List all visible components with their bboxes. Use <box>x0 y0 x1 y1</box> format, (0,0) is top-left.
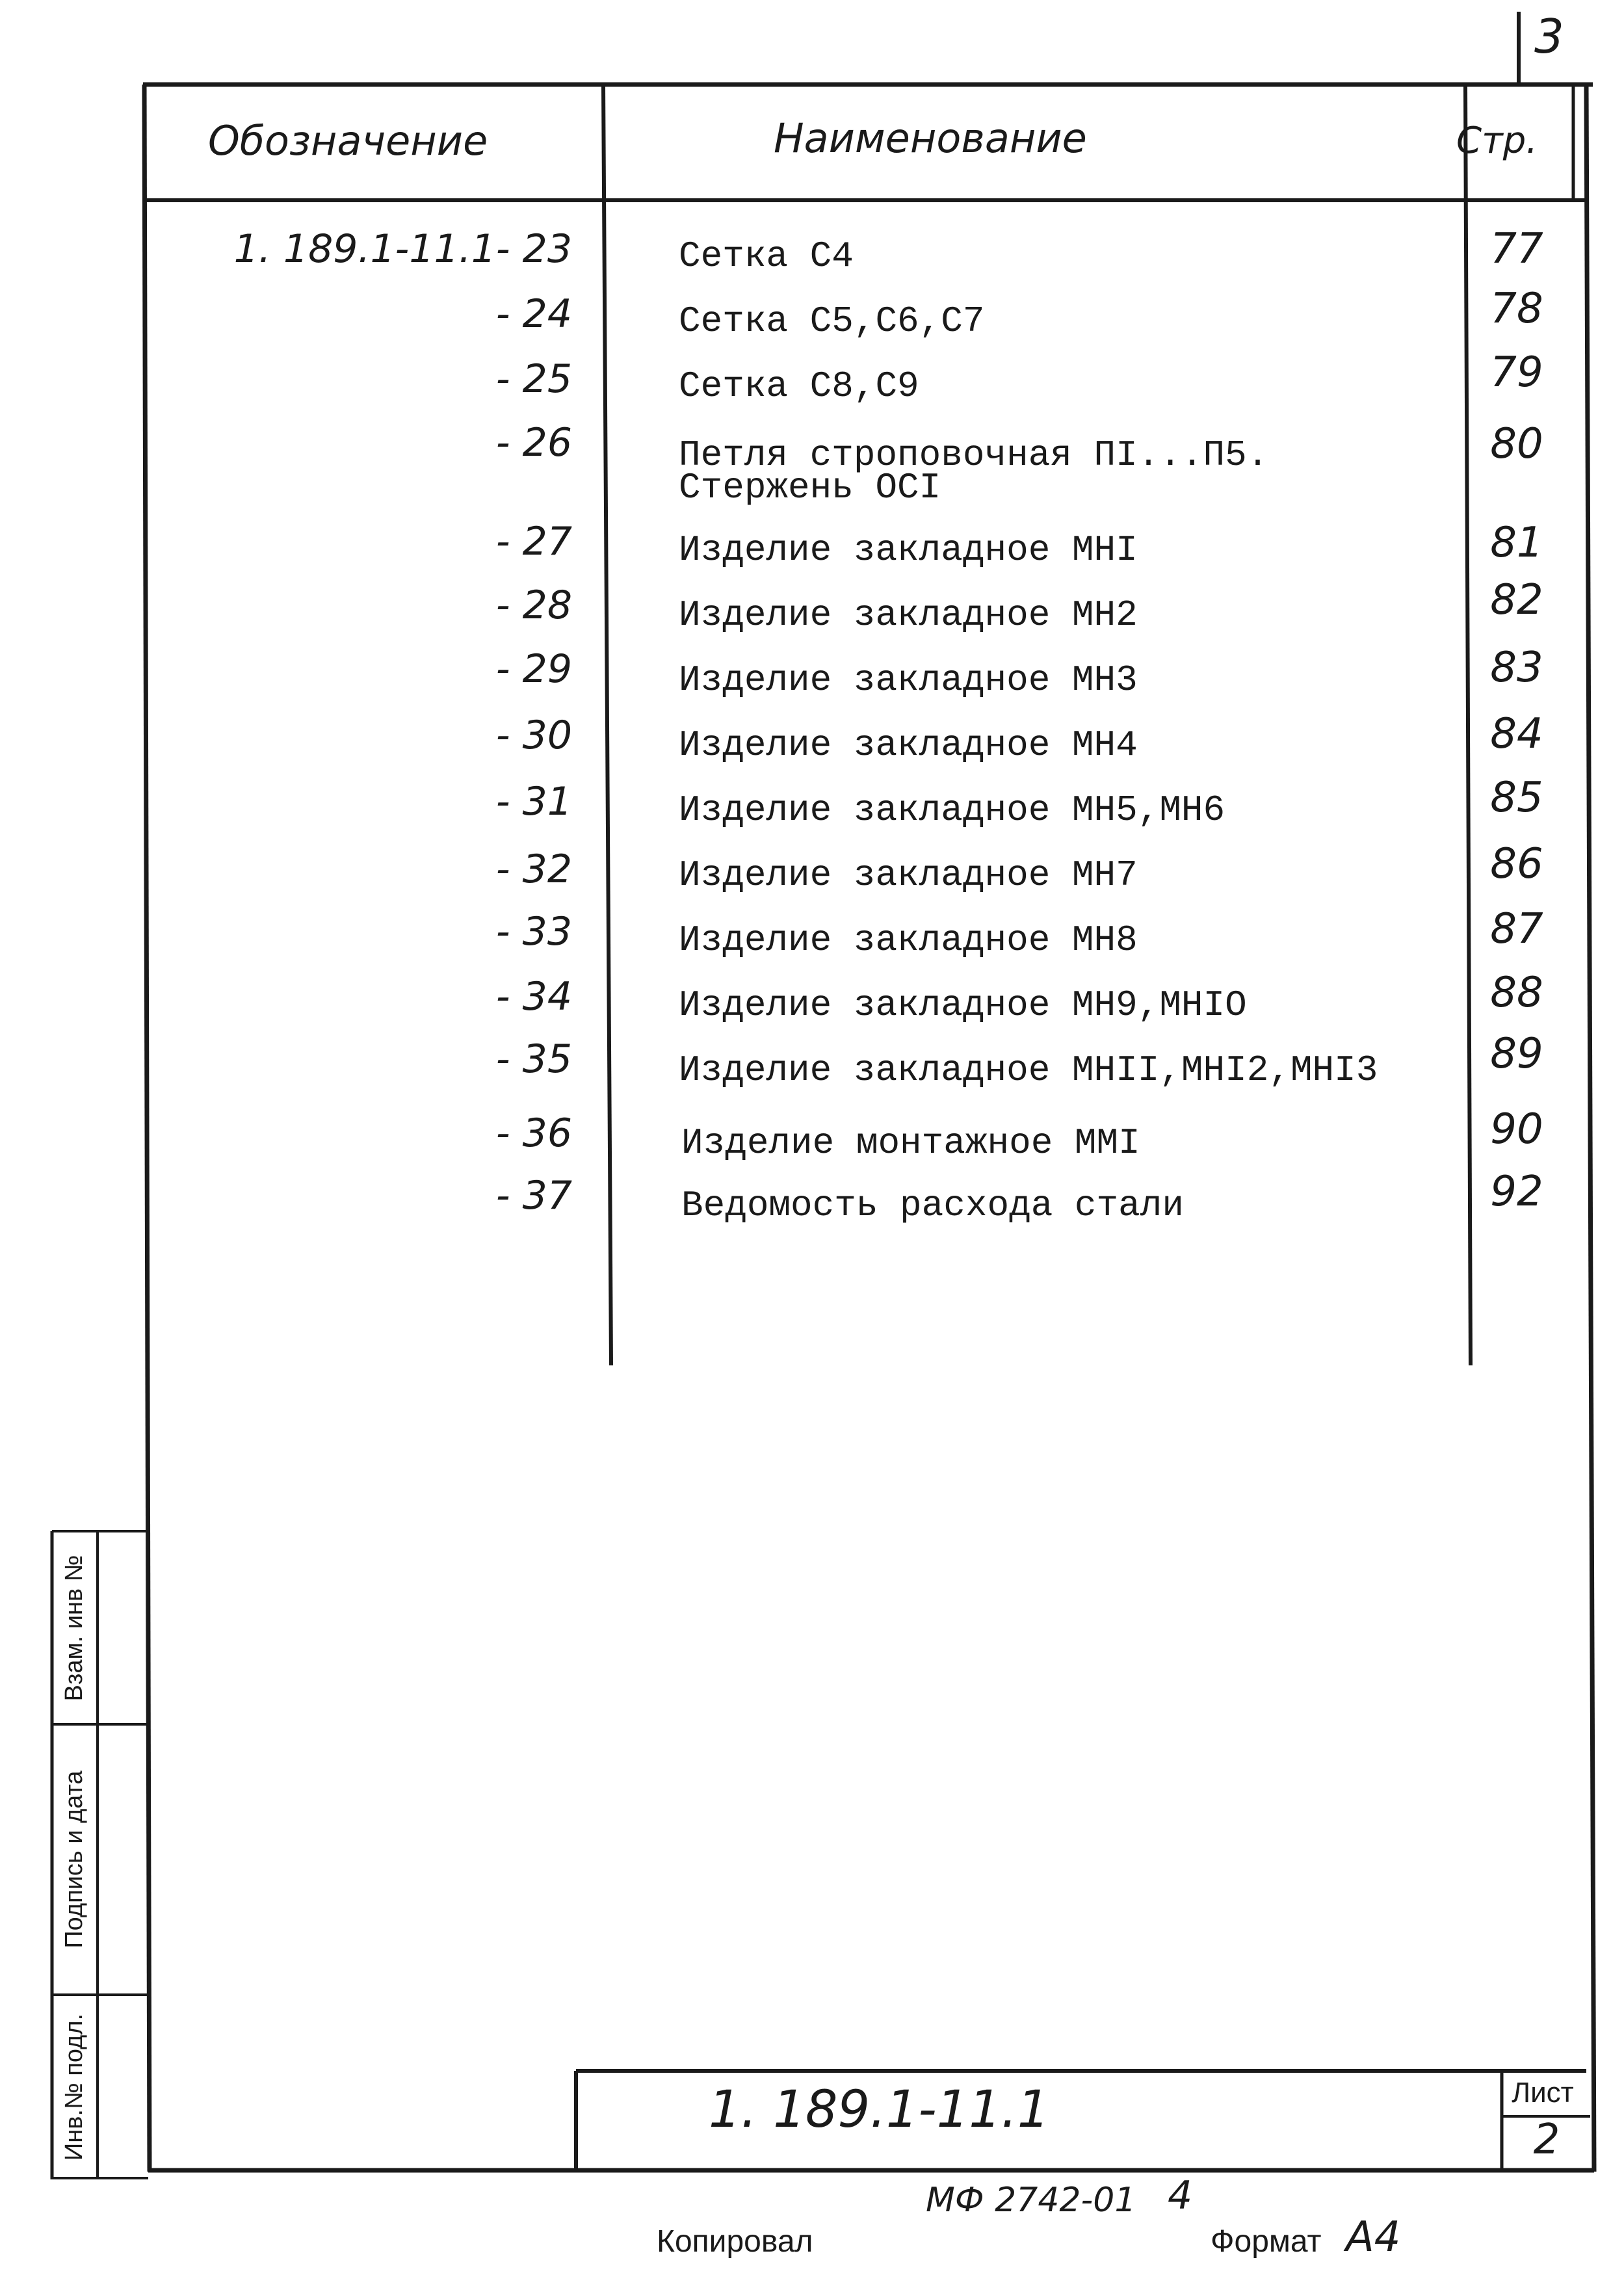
header-designation: Обозначение <box>208 117 488 164</box>
row-name: Петля строповочная ПI...П5. <box>679 434 1269 476</box>
row-name-line2: Стержень ОСI <box>679 467 941 508</box>
sheet-number: 2 <box>1533 2116 1560 2164</box>
row-page: 90 <box>1490 1105 1543 1153</box>
row-page: 81 <box>1490 519 1543 567</box>
row-code: 1. 189.1-11.1- 23 <box>233 226 572 272</box>
title-doc-code: 1. 189.1-11.1 <box>709 2081 1050 2139</box>
sheet-label: Лист <box>1512 2077 1574 2109</box>
stamp-inv-podl: Инв.№ подл. <box>60 2013 88 2161</box>
row-name: Изделие закладное МН7 <box>679 854 1138 896</box>
row-code: - 25 <box>495 356 572 402</box>
row-page: 78 <box>1490 285 1543 333</box>
stamp-podpis-data: Подпись и дата <box>60 1770 88 1949</box>
row-name: Изделие закладное МН3 <box>679 659 1138 701</box>
row-name: Изделие закладное МНII,МНI2,МНI3 <box>679 1049 1378 1091</box>
mf-number: 4 <box>1168 2173 1193 2218</box>
header-page: Стр. <box>1456 120 1538 162</box>
row-page: 79 <box>1490 348 1543 397</box>
row-code: - 24 <box>495 291 572 337</box>
row-code: - 30 <box>495 713 572 758</box>
row-name: Изделие закладное МНI <box>679 529 1138 571</box>
row-page: 86 <box>1490 840 1543 888</box>
row-page: 82 <box>1490 576 1543 624</box>
row-page: 85 <box>1490 774 1543 822</box>
row-code: - 36 <box>495 1111 572 1156</box>
row-code: - 29 <box>495 646 572 692</box>
row-name: Изделие закладное МН2 <box>679 594 1138 636</box>
row-page: 88 <box>1490 969 1543 1017</box>
row-code: - 34 <box>495 974 572 1019</box>
row-code: - 33 <box>495 909 572 954</box>
row-page: 84 <box>1490 710 1543 758</box>
row-page: 77 <box>1490 225 1543 273</box>
row-name: Ведомость расхода стали <box>681 1185 1184 1226</box>
row-name: Изделие закладное МН8 <box>679 919 1138 961</box>
row-code: - 28 <box>495 583 572 628</box>
row-name: Сетка С5,С6,С7 <box>679 300 985 342</box>
row-code: - 37 <box>495 1173 572 1218</box>
row-code: - 32 <box>495 847 572 892</box>
row-name: Изделие закладное МН5,МН6 <box>679 789 1225 831</box>
row-code: - 26 <box>495 420 572 466</box>
stamp-vzam-inv: Взам. инв № <box>60 1555 88 1702</box>
row-name: Изделие монтажное ММI <box>681 1122 1140 1164</box>
row-page: 89 <box>1490 1030 1543 1078</box>
copied-label: Копировал <box>657 2224 813 2259</box>
format-value: А4 <box>1346 2213 1401 2261</box>
row-name: Изделие закладное МН9,МНIО <box>679 984 1247 1026</box>
row-code: - 31 <box>495 779 572 824</box>
row-page: 80 <box>1490 420 1543 468</box>
row-name: Сетка С8,С9 <box>679 365 919 407</box>
row-page: 83 <box>1490 644 1543 692</box>
row-page: 92 <box>1490 1168 1543 1216</box>
row-code: - 27 <box>495 519 572 564</box>
row-name: Изделие закладное МН4 <box>679 724 1138 766</box>
row-name: Сетка С4 <box>679 235 854 277</box>
row-code: - 35 <box>495 1036 572 1082</box>
corner-page-number: 3 <box>1534 9 1564 64</box>
row-page: 87 <box>1490 905 1543 953</box>
format-label: Формат <box>1211 2224 1322 2259</box>
header-name: Наименование <box>774 114 1087 162</box>
mf-code: МФ 2742-01 <box>926 2181 1136 2220</box>
